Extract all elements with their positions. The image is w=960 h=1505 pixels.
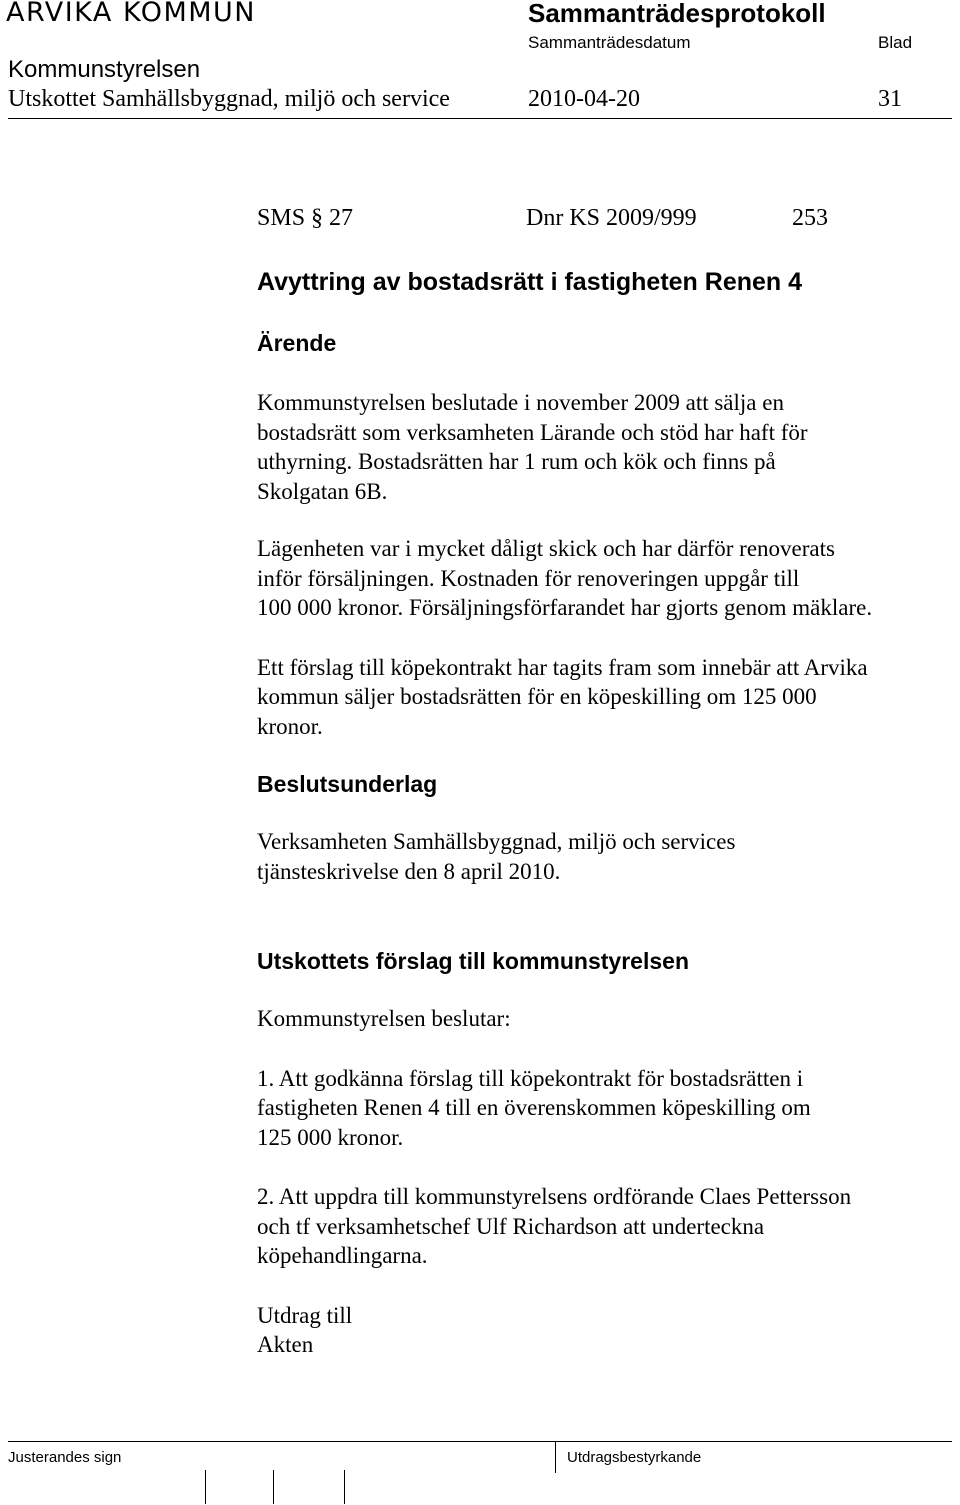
- page-number: 31: [878, 86, 902, 112]
- case-reference: [257, 205, 947, 235]
- section-number: SMS § 27: [257, 205, 354, 231]
- certification-label: Utdragsbestyrkande: [567, 1449, 702, 1466]
- meeting-date: 2010-04-20: [528, 86, 640, 112]
- forslag-intro: Kommunstyrelsen beslutar:: [257, 1006, 511, 1031]
- meeting-date-label: Sammanträdesdatum: [528, 33, 691, 52]
- signature-box-divider: [273, 1470, 274, 1504]
- arende-heading: Ärende: [257, 330, 337, 356]
- forslag-item: 1. Att godkänna förslag till köpekontrakt för bostadsrätten i fastigheten Renen 4 till en överenskommen köpeskilling om 125 000 kronor.: [257, 1065, 811, 1150]
- forslag-item: 2. Att uppdra till kommunstyrelsens ordförande Claes Pettersson och tf verksamhetschef Ulf Richardson att underteckna köpehandlingarna.: [257, 1184, 852, 1268]
- utdrag-text: Utdrag till Akten: [257, 1302, 353, 1357]
- committee-name: Utskottet Samhällsbyggnad, miljö och service: [8, 86, 450, 112]
- page-label: Blad: [878, 33, 913, 52]
- org-logo: ARVIKA KOMMUN: [6, 0, 257, 28]
- arende-paragraph: Kommunstyrelsen beslutade i november 2009 att sälja en bostadsrätt som verksamheten Lärande och stöd har haft för uthyrning. Bostadsrätten har 1 rum och kök och finns på Skolgatan 6B.: [257, 390, 808, 504]
- case-number: 253: [792, 205, 828, 231]
- document-type: Sammanträdesprotokoll: [528, 0, 826, 28]
- forslag-heading: Utskottets förslag till kommunstyrelsen: [257, 948, 689, 974]
- footer-divider: [8, 1441, 952, 1442]
- footer-separator: [555, 1441, 556, 1473]
- protocol-content: [257, 205, 947, 1360]
- case-title: Avyttring av bostadsrätt i fastigheten Renen 4: [257, 268, 803, 296]
- beslutsunderlag-text: Verksamheten Samhällsbyggnad, miljö och services tjänsteskrivelse den 8 april 2010.: [257, 829, 736, 884]
- header-divider: [8, 118, 952, 119]
- signature-box-divider: [205, 1470, 206, 1504]
- beslutsunderlag-heading: Beslutsunderlag: [257, 771, 438, 797]
- signature-box-divider: [344, 1470, 345, 1504]
- body-name: Kommunstyrelsen: [8, 56, 201, 83]
- arende-paragraph: Ett förslag till köpekontrakt har tagits fram som innebär att Arvika kommun säljer bostadsrätten för en köpeskilling om 125 000 kronor.: [257, 654, 868, 739]
- arende-paragraph: Lägenheten var i mycket dåligt skick och har därför renoverats inför försäljningen. Kostnaden för renoveringen uppgår till 100 000 kronor. Försäljningsförfarandet har gjorts genom mäklare.: [257, 536, 873, 620]
- signature-label: Justerandes sign: [8, 1449, 122, 1466]
- dnr-number: Dnr KS 2009/999: [526, 205, 697, 231]
